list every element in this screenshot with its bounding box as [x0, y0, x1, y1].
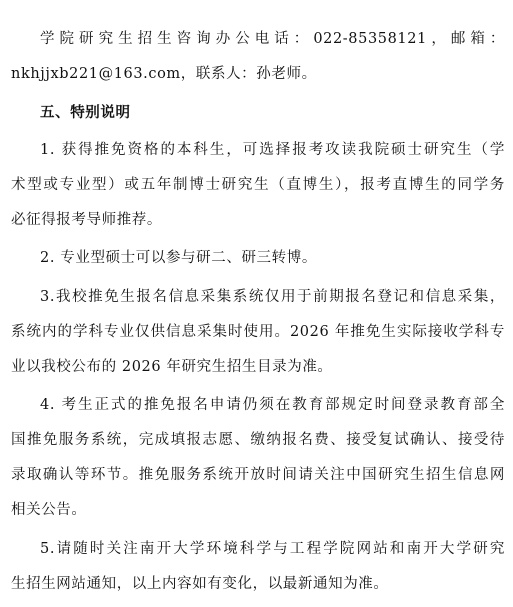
item-1-line-1: 1. 获得推免资格的本科生，可选择报考攻读我院硕士研究生（学 [40, 142, 505, 158]
item-1-line-2: 术型或专业型）或五年制博士研究生（直博生），报考直博生的同学务 [11, 177, 505, 193]
contact-line-1: 学院研究生招生咨询办公电话：022-85358121，邮箱： [40, 31, 505, 47]
item-4-line-4: 相关公告。 [11, 502, 87, 518]
item-1-line-3: 必征得报考导师推荐。 [11, 212, 162, 228]
item-3-line-2: 系统内的学科专业仅供信息采集时使用。2026 年推免生实际接收学科专 [11, 324, 505, 340]
item-5-line-1: 5.请随时关注南开大学环境科学与工程学院网站和南开大学研究 [40, 541, 505, 557]
item-3-line-3: 业以我校公布的 2026 年研究生招生目录为准。 [11, 359, 333, 375]
item-4-line-2: 国推免服务系统，完成填报志愿、缴纳报名费、接受复试确认、接受待 [11, 432, 505, 448]
item-2-line-1: 2. 专业型硕士可以参与研二、研三转博。 [40, 250, 317, 266]
item-4-line-1: 4. 考生正式的推免报名申请仍须在教育部规定时间登录教育部全 [40, 397, 505, 413]
item-5-line-2: 生招生网站通知，以上内容如有变化，以最新通知为准。 [11, 576, 389, 592]
item-3-line-1: 3.我校推免生报名信息采集系统仅用于前期报名登记和信息采集， [40, 289, 505, 305]
section-heading: 五、特别说明 [40, 105, 131, 121]
contact-line-2: nkhjjxb221@163.com，联系人：孙老师。 [11, 66, 317, 82]
item-4-line-3: 录取确认等环节。推免服务系统开放时间请关注中国研究生招生信息网 [11, 467, 505, 483]
